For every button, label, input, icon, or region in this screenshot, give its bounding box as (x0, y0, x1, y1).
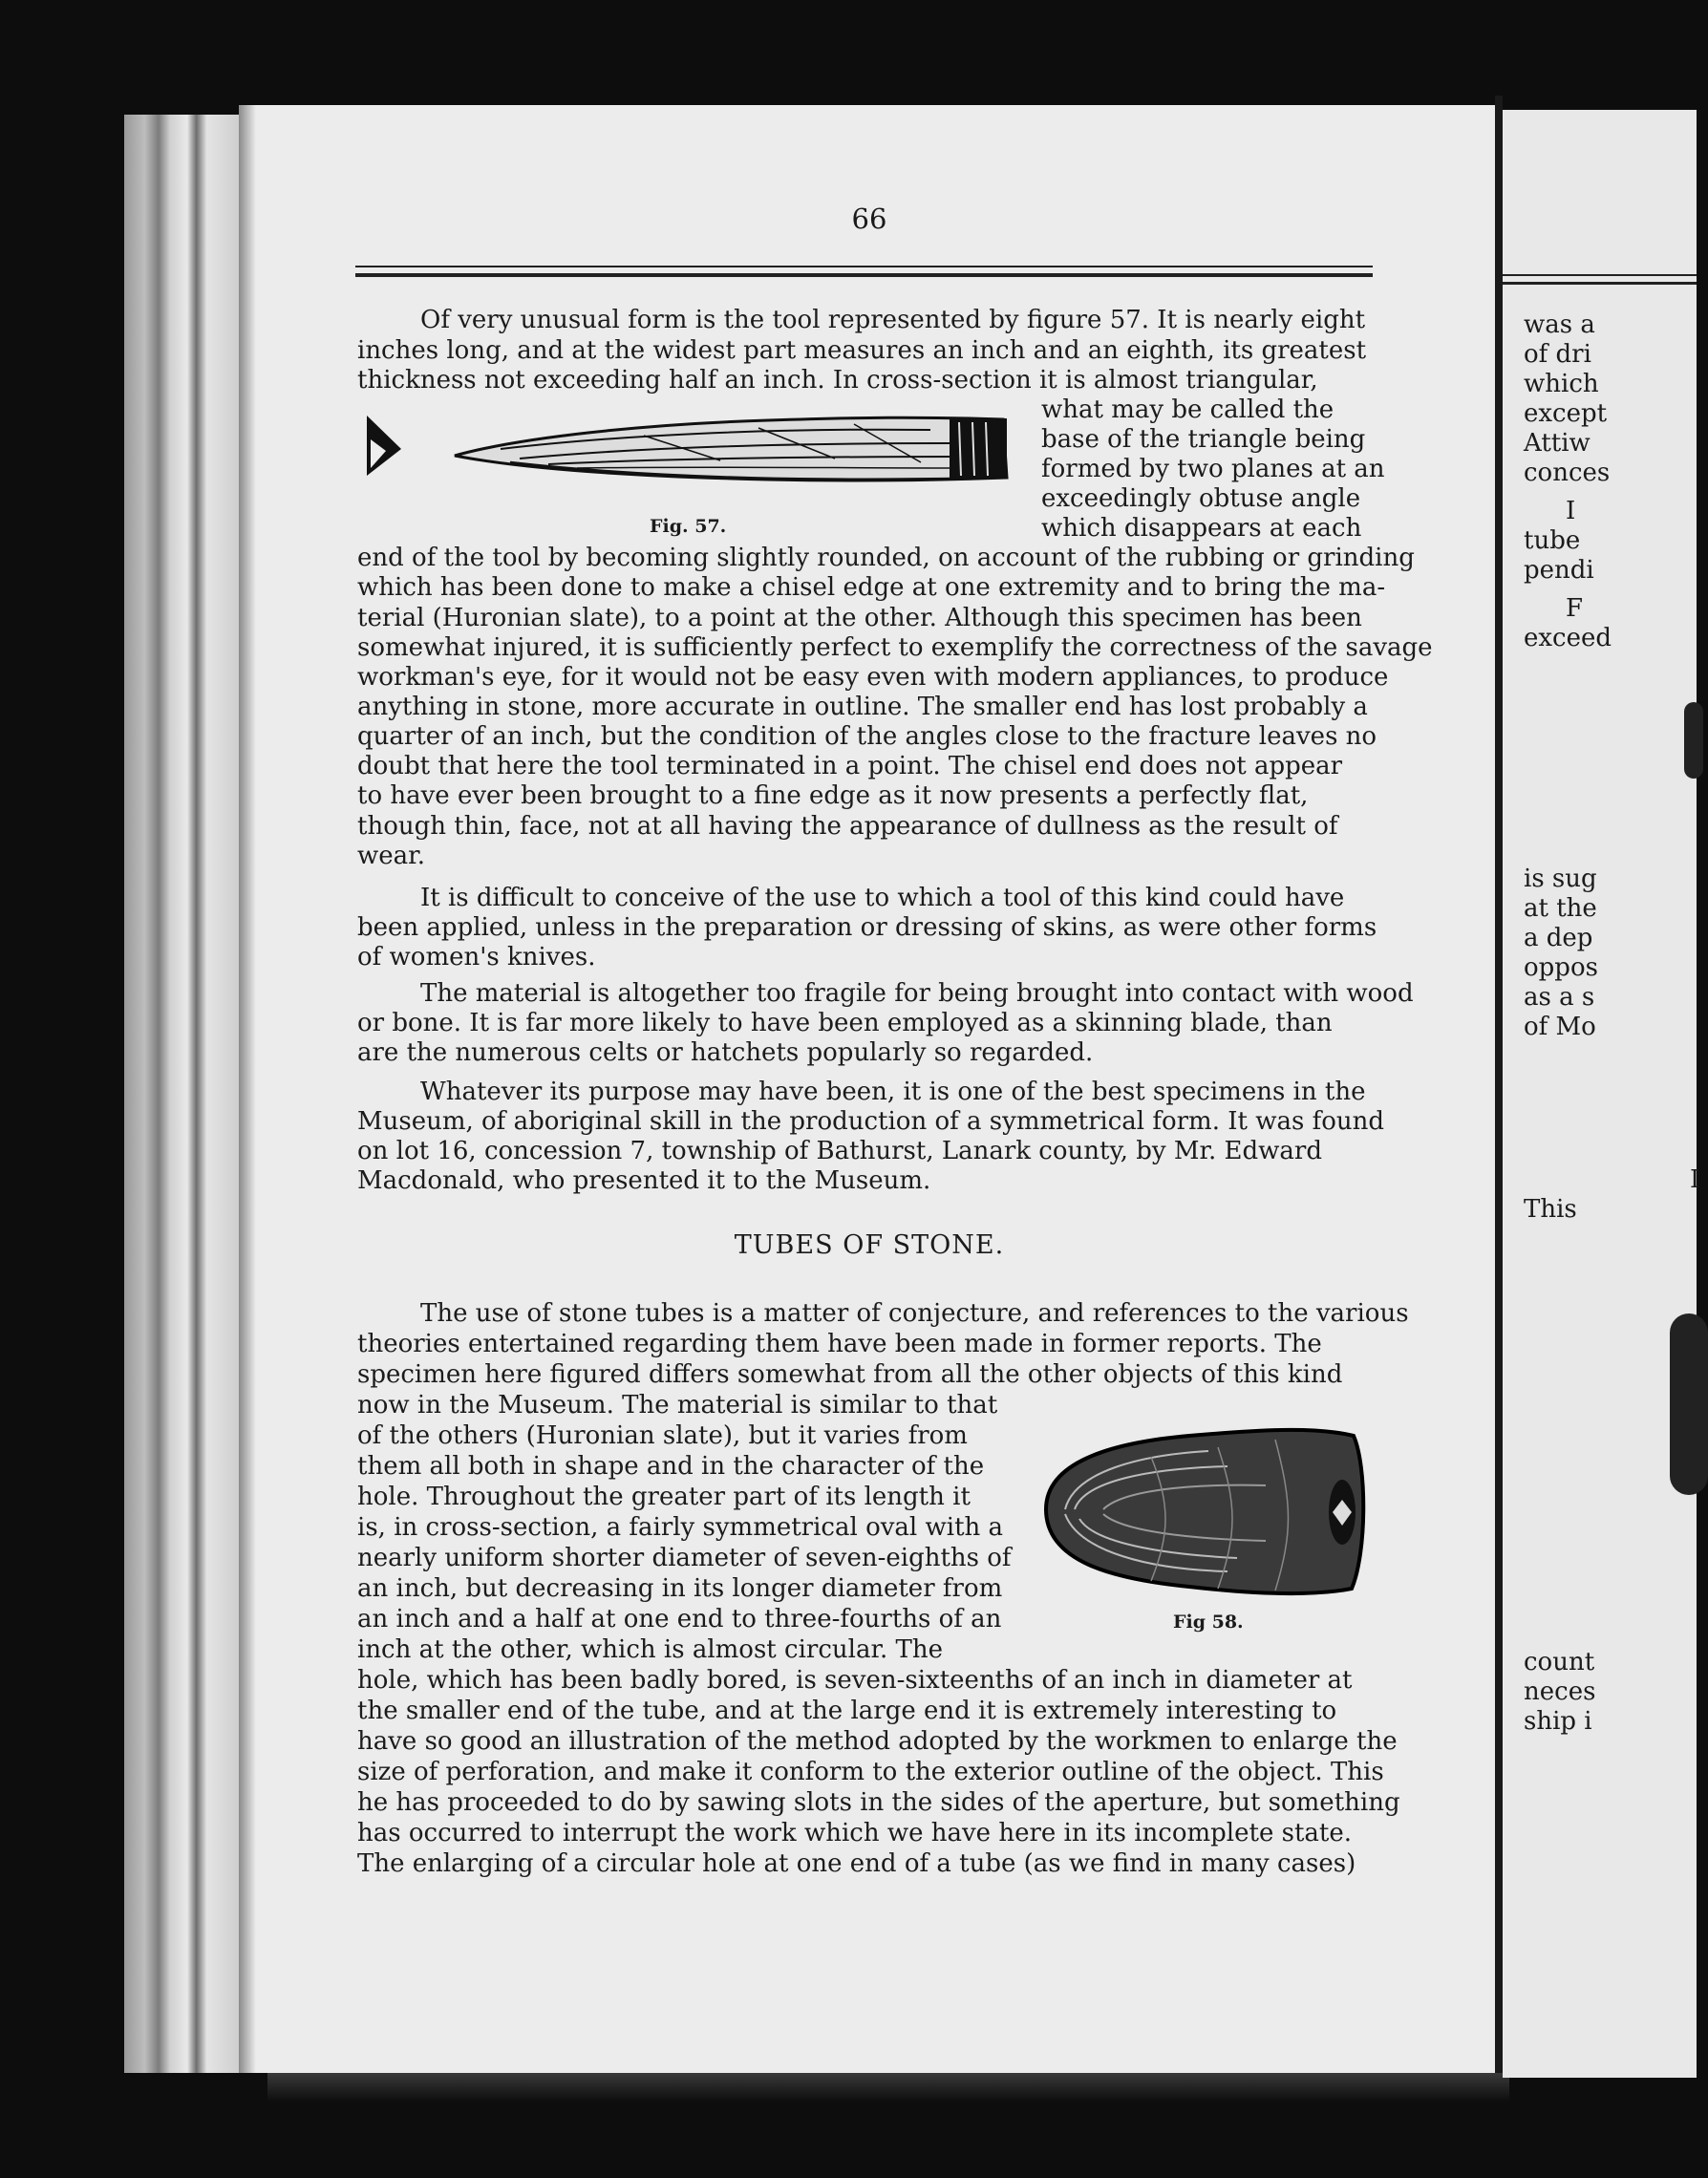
text-fragment: at the (1524, 894, 1597, 923)
text-line: formed by two planes at an (1041, 455, 1385, 483)
text-line: It is difficult to conceive of the use to which a tool of this kind could have (420, 884, 1345, 912)
section-heading: TUBES OF STONE. (734, 1230, 1005, 1260)
figure-58-caption: Fig 58. (1173, 1612, 1244, 1633)
text-line: end of the tool by becoming slightly rounded, on account of the rubbing or grinding (357, 544, 1415, 572)
text-line: on lot 16, concession 7, township of Bathurst, Lanark county, by Mr. Edward (357, 1137, 1323, 1165)
text-line: is, in cross-section, a fairly symmetrical oval with a (357, 1513, 1004, 1542)
text-line: or bone. It is far more likely to have been employed as a skinning blade, than (357, 1009, 1333, 1037)
text-line: somewhat injured, it is sufficiently perfect to exemplify the correctness of the savage (357, 633, 1433, 662)
text-line: have so good an illustration of the method adopted by the workmen to enlarge the (357, 1727, 1398, 1756)
text-line: hole. Throughout the greater part of its length it (357, 1483, 971, 1511)
text-line: specimen here figured differs somewhat from all the other objects of this kind (357, 1360, 1343, 1389)
text-line: to have ever been brought to a fine edge as it now presents a perfectly flat, (357, 781, 1309, 810)
text-line: exceedingly obtuse angle (1041, 484, 1361, 513)
text-line: what may be called the (1041, 395, 1334, 424)
text-line: Of very unusual form is the tool represented by figure 57. It is nearly eight (420, 306, 1366, 334)
text-line: nearly uniform shorter diameter of seven-eighths of (357, 1544, 1012, 1572)
text-fragment: This (1524, 1195, 1577, 1224)
text-line: base of the triangle being (1041, 425, 1366, 454)
text-fragment: of Mo (1524, 1013, 1596, 1041)
header-rule (355, 266, 1373, 267)
text-line: anything in stone, more accurate in outline. The smaller end has lost probably a (357, 693, 1368, 721)
figure-57 (357, 401, 1016, 529)
text-line: the smaller end of the tube, and at the large end it is extremely interesting to (357, 1697, 1337, 1725)
text-line: Museum, of aboriginal skill in the production of a symmetrical form. It was found (357, 1107, 1384, 1136)
text-line: though thin, face, not at all having the appearance of dullness as the result of (357, 812, 1338, 841)
text-line: theories entertained regarding them have been made in former reports. The (357, 1330, 1322, 1358)
text-line: The material is altogether too fragile for being brought into contact with wood (420, 979, 1414, 1008)
text-fragment: ship i (1524, 1707, 1592, 1736)
text-line: quarter of an inch, but the condition of the angles close to the fracture leaves no (357, 722, 1377, 751)
text-line: been applied, unless in the preparation or dressing of skins, as were other forms (357, 913, 1377, 942)
text-fragment: neces (1524, 1677, 1596, 1706)
text-line: The use of stone tubes is a matter of conjecture, and references to the various (420, 1299, 1409, 1328)
text-line: Macdonald, who presented it to the Museum. (357, 1166, 931, 1195)
right-header-rule (1503, 274, 1697, 276)
text-line: of the others (Huronian slate), but it varies from (357, 1421, 968, 1450)
text-line: which has been done to make a chisel edge at one extremity and to bring the ma- (357, 573, 1386, 602)
figure-fragment (1670, 1313, 1708, 1495)
text-fragment: oppos (1524, 953, 1598, 982)
text-fragment: a dep (1524, 924, 1593, 952)
text-fragment: pendi (1524, 556, 1594, 585)
right-page-fragment (1503, 110, 1700, 2078)
text-line: Whatever its purpose may have been, it is one of the best specimens in the (420, 1078, 1366, 1106)
header-rule-thick (355, 273, 1373, 277)
stone-tube-illustration (1036, 1419, 1371, 1610)
book-spine (124, 115, 239, 2073)
text-fragment: except (1524, 399, 1608, 428)
text-line: wear. (357, 842, 425, 870)
text-line: he has proceeded to do by sawing slots in the sides of the aperture, but something (357, 1788, 1400, 1817)
text-line: hole, which has been badly bored, is seven-sixteenths of an inch in diameter at (357, 1666, 1353, 1695)
text-fragment: which (1524, 370, 1599, 398)
text-line: an inch and a half at one end to three-fourths of an (357, 1605, 1002, 1634)
text-line: of women's knives. (357, 943, 596, 972)
text-fragment: Attiw (1524, 429, 1591, 458)
text-fragment: of dri (1524, 340, 1591, 369)
text-fragment: was a (1524, 310, 1595, 339)
page-gutter (1495, 96, 1503, 2078)
text-fragment: conces (1524, 459, 1611, 487)
text-fragment: tube (1524, 526, 1581, 555)
figure-58 (1036, 1419, 1371, 1613)
text-fragment: exceed (1524, 624, 1612, 652)
text-fragment: count (1524, 1648, 1595, 1676)
figure-fragment (1684, 702, 1703, 779)
text-line: inch at the other, which is almost circular. The (357, 1635, 944, 1664)
page-number: 66 (851, 203, 887, 235)
text-line: inches long, and at the widest part measures an inch and an eighth, its greatest (357, 336, 1367, 365)
text-fragment: F (1566, 594, 1584, 623)
stone-tool-illustration (357, 401, 1016, 525)
text-line: them all both in shape and in the character of the (357, 1452, 985, 1481)
text-fragment: as a s (1524, 983, 1595, 1012)
text-line: size of perforation, and make it conform to the exterior outline of the object. This (357, 1758, 1384, 1786)
right-header-rule-thick (1503, 282, 1697, 285)
text-line: workman's eye, for it would not be easy even with modern appliances, to produce (357, 663, 1389, 692)
text-fragment: I (1690, 1165, 1700, 1194)
text-fragment: I (1566, 497, 1576, 525)
text-line: an inch, but decreasing in its longer diameter from (357, 1574, 1003, 1603)
text-line: are the numerous celts or hatchets popularly so regarded. (357, 1038, 1094, 1067)
text-line: doubt that here the tool terminated in a point. The chisel end does not appear (357, 752, 1343, 780)
page-shadow (239, 105, 256, 2073)
text-line: thickness not exceeding half an inch. In cross-section it is almost triangular, (357, 366, 1318, 395)
text-line: which disappears at each (1041, 514, 1362, 543)
text-line: The enlarging of a circular hole at one end of a tube (as we find in many cases) (357, 1849, 1356, 1878)
text-fragment: is sug (1524, 865, 1597, 893)
text-line: now in the Museum. The material is similar to that (357, 1391, 998, 1420)
text-line: has occurred to interrupt the work which we have here in its incomplete state. (357, 1819, 1353, 1847)
text-line: terial (Huronian slate), to a point at the other. Although this specimen has been (357, 604, 1362, 632)
page-bottom-edge (267, 2073, 1509, 2102)
figure-57-caption: Fig. 57. (650, 516, 727, 537)
